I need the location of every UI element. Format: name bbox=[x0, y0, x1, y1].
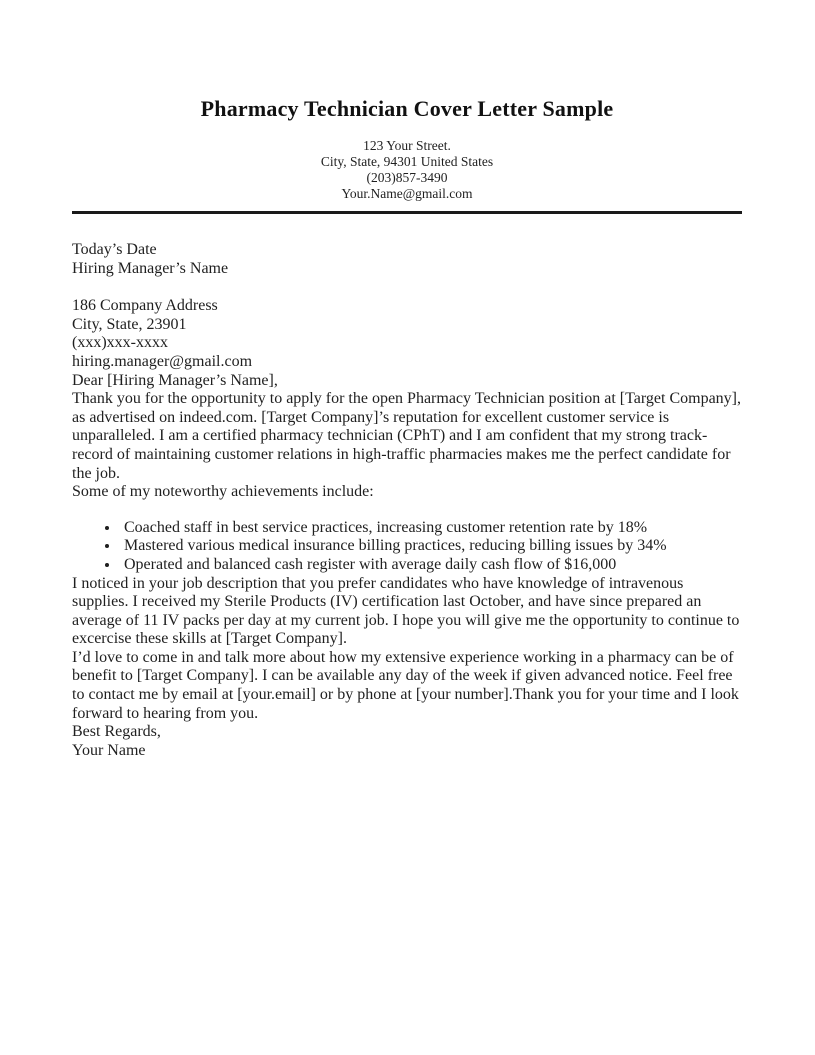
header-divider bbox=[72, 211, 742, 214]
achievement-item: • Coached staff in best service practices, increasing customer retention rate by 18% bbox=[120, 519, 742, 538]
company-city-line: City, State, 23901 bbox=[72, 315, 187, 333]
closing-paragraph: I’d love to come in and talk more about how my extensive experience working in a pharmacy can be of benefit to [Target Company]. I can be available any day of the week if given advanced notice. Feel free to contact me by email at [your.email] or by phone at [your number].Thank you for your time and I look forward to hearing from you. bbox=[72, 648, 739, 722]
achievement-item: • Operated and balanced cash register with average daily cash flow of $16,000 bbox=[120, 556, 742, 575]
sender-street: 123 Your Street. bbox=[363, 138, 451, 153]
experience-paragraph: I noticed in your job description that you prefer candidates who have knowledge of intravenous supplies. I received my Sterile Products (IV) certification last October, and have since prepared an average of 11 IV packs per day at my current job. I hope you will give me the opportunity to continue to excercise these skills at [Target Company]. bbox=[72, 574, 740, 648]
signoff: Best Regards, bbox=[72, 723, 161, 741]
signature-name: Your Name bbox=[72, 741, 146, 759]
company-address-block bbox=[72, 297, 742, 371]
achievements-list bbox=[72, 519, 742, 575]
company-address-line: 186 Company Address bbox=[72, 297, 218, 315]
date-line: Today’s Date bbox=[72, 241, 157, 258]
company-phone-line: (xxx)xxx-xxxx bbox=[72, 334, 168, 352]
achievement-item: • Mastered various medical insurance billing practices, reducing billing issues by 34% bbox=[120, 537, 742, 556]
sender-email: Your.Name@gmail.com bbox=[341, 186, 473, 201]
achievements-intro: Some of my noteworthy achievements include: bbox=[72, 483, 374, 501]
company-email-line: hiring.manager@gmail.com bbox=[72, 352, 253, 370]
page-title: Pharmacy Technician Cover Letter Sample bbox=[200, 96, 614, 121]
salutation: Dear [Hiring Manager’s Name], bbox=[72, 371, 278, 389]
hiring-manager-name-line: Hiring Manager’s Name bbox=[72, 259, 229, 277]
sender-city-line: City, State, 94301 United States bbox=[320, 154, 494, 169]
letter-body bbox=[72, 241, 742, 760]
sender-phone: (203)857-3490 bbox=[366, 170, 448, 185]
intro-paragraph: Thank you for the opportunity to apply for the open Pharmacy Technician position at [Target Company], as advertised on indeed.com. [Target Company]’s reputation for excellent customer service is unparalleled. I am a certified pharmacy technician (CPhT) and I am confident that my strong track-record of maintaining customer relations in high-traffic pharmacies makes me the perfect candidate for the job. bbox=[72, 390, 742, 482]
sender-address-block bbox=[72, 138, 742, 202]
date-and-manager-block bbox=[72, 241, 742, 278]
